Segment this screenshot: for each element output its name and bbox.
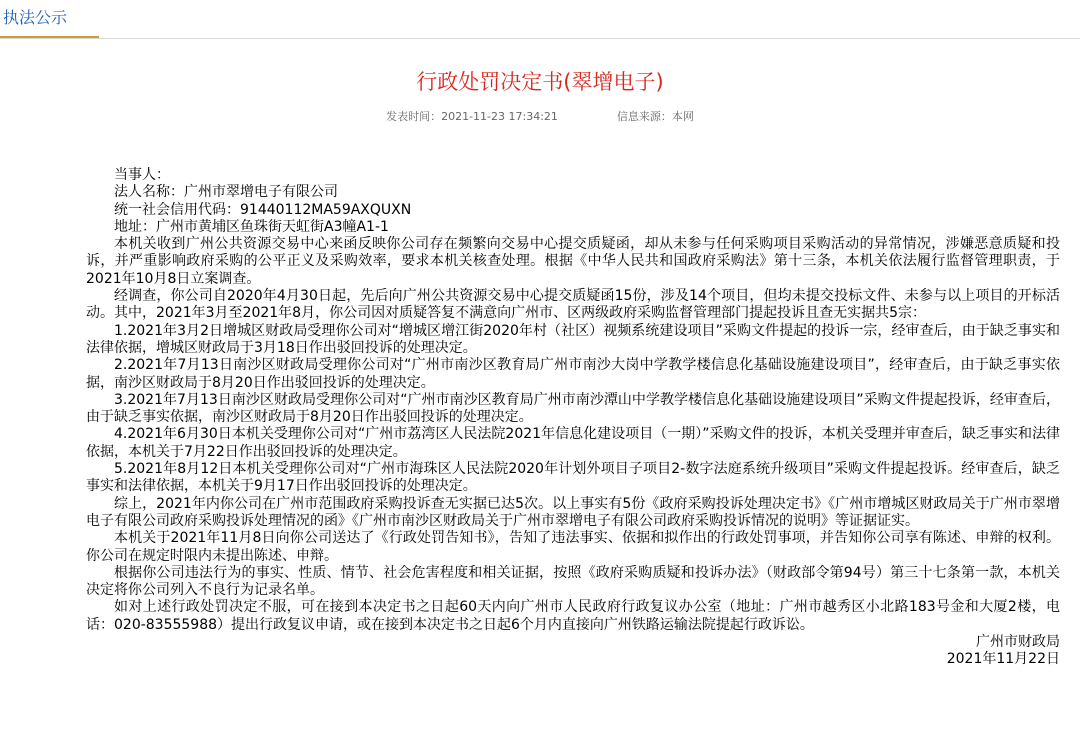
publish-time: 2021-11-23 17:34:21: [441, 110, 558, 123]
paragraph: 统一社会信用代码：91440112MA59AXQUXN: [114, 201, 412, 218]
signature-organization: 广州市财政局: [976, 634, 1060, 651]
paragraph: 5.2021年8月12日本机关受理你公司对“广州市海珠区人民法院2020年计划外项目子项目2-数字法庭系统升级项目”采购文件提起投诉。经审查后，缺乏事实和法律依据，本机关于9月17日作出驳回投诉的处理决定。: [86, 461, 1060, 495]
paragraph: 2.2021年7月13日南沙区财政局受理你公司对“广州市南沙区教育局广州市南沙大岗中学教学楼信息化基础设施建设项目”，经审查后，由于缺乏事实依据，南沙区财政局于8月20日作出驳回投诉的处理决定。: [86, 357, 1060, 391]
paragraph: 经调查，你公司自2020年4月30日起，先后向广州公共资源交易中心提交质疑函15份，涉及14个项目，但均未提交投标文件、未参与以上项目的开标活动。其中，2021年3月至2021年8月，你公司因对质疑答复不满意向广州市、区两级政府采购监督管理部门提起投诉且查无实据共5宗：: [86, 288, 1060, 322]
source-value: 本网: [671, 110, 694, 123]
top-nav-bar: [0, 0, 1080, 39]
paragraph: 3.2021年7月13日南沙区财政局受理你公司对“广州市南沙区教育局广州市南沙潭山中学教学楼信息化基础设施建设项目”采购文件提起投诉，经审查后，由于缺乏事实依据，南沙区财政局于8月20日作出驳回投诉的处理决定。: [86, 391, 1060, 426]
paragraph: 4.2021年6月30日本机关受理你公司对“广州市荔湾区人民法院2021年信息化建设项目（一期）”采购文件的投诉，本机关受理并审查后，缺乏事实和法律依据，本机关于7月22日作出驳回投诉的处理决定。: [86, 426, 1060, 460]
paragraph: 地址：广州市黄埔区鱼珠街天虹街A3幢A1-1: [114, 218, 389, 235]
paragraph: 当事人：: [114, 167, 170, 183]
article-title: 行政处罚决定书(翠增电子): [416, 70, 664, 94]
signature-date: 2021年11月22日: [946, 651, 1060, 668]
paragraph: 本机关收到广州公共资源交易中心来函反映你公司存在频繁向交易中心提交质疑函，却从未参与任何采购项目采购活动的异常情况，涉嫌恶意质疑和投诉，并严重影响政府采购的公平正义及采购效率，要求本机关核查处理。根据《中华人民共和国政府采购法》第十三条，本机关依法履行监督管理职责，于2021年10月8日立案调查。: [86, 236, 1060, 287]
paragraph: 如对上述行政处罚决定不服，可在接到本决定书之日起60天内向广州市人民政府行政复议办公室（地址：广州市越秀区小北路183号金和大厦2楼，电话：020-83555988）提出行政复议申请，或在接到本决定书之日起6个月内直接向广州铁路运输法院提起行政诉讼。: [86, 599, 1060, 633]
paragraph: 1.2021年3月2日增城区财政局受理你公司对“增城区增江街2020年村（社区）视频系统建设项目”采购文件提起的投诉一宗，经审查后，由于缺乏事实和法律依据，增城区财政局于3月18日作出驳回投诉的处理决定。: [86, 322, 1060, 356]
paragraph: 根据你公司违法行为的事实、性质、情节、社会危害程度和相关证据，按照《政府采购质疑和投诉办法》（财政部令第94号）第三十七条第一款，本机关决定将你公司列入不良行为记录名单。: [86, 564, 1060, 599]
article-meta: [0, 109, 1080, 125]
paragraph: 综上，2021年内你公司在广州市范围政府采购投诉查无实据已达5次。以上事实有5份《政府采购投诉处理决定书》《广州市增城区财政局关于广州市翠增电子有限公司政府采购投诉处理情况的函》《广州市南沙区财政局关于广州市翠增电子有限公司政府采购投诉情况的说明》等证据证实。: [86, 495, 1060, 529]
article-body: [86, 167, 1060, 669]
paragraph: 本机关于2021年11月8日向你公司送达了《行政处罚告知书》，告知了违法事实、依据和拟作出的行政处罚事项，并告知你公司享有陈述、申辩的权利。你公司在规定时限内未提出陈述、申辩。: [86, 530, 1060, 564]
publish-time-label: 发表时间：: [386, 110, 442, 123]
paragraph: 法人名称：广州市翠增电子有限公司: [114, 184, 338, 201]
source-label: 信息来源：: [616, 110, 672, 123]
tab-law-enforcement-publicity[interactable]: 执法公示: [0, 0, 99, 38]
